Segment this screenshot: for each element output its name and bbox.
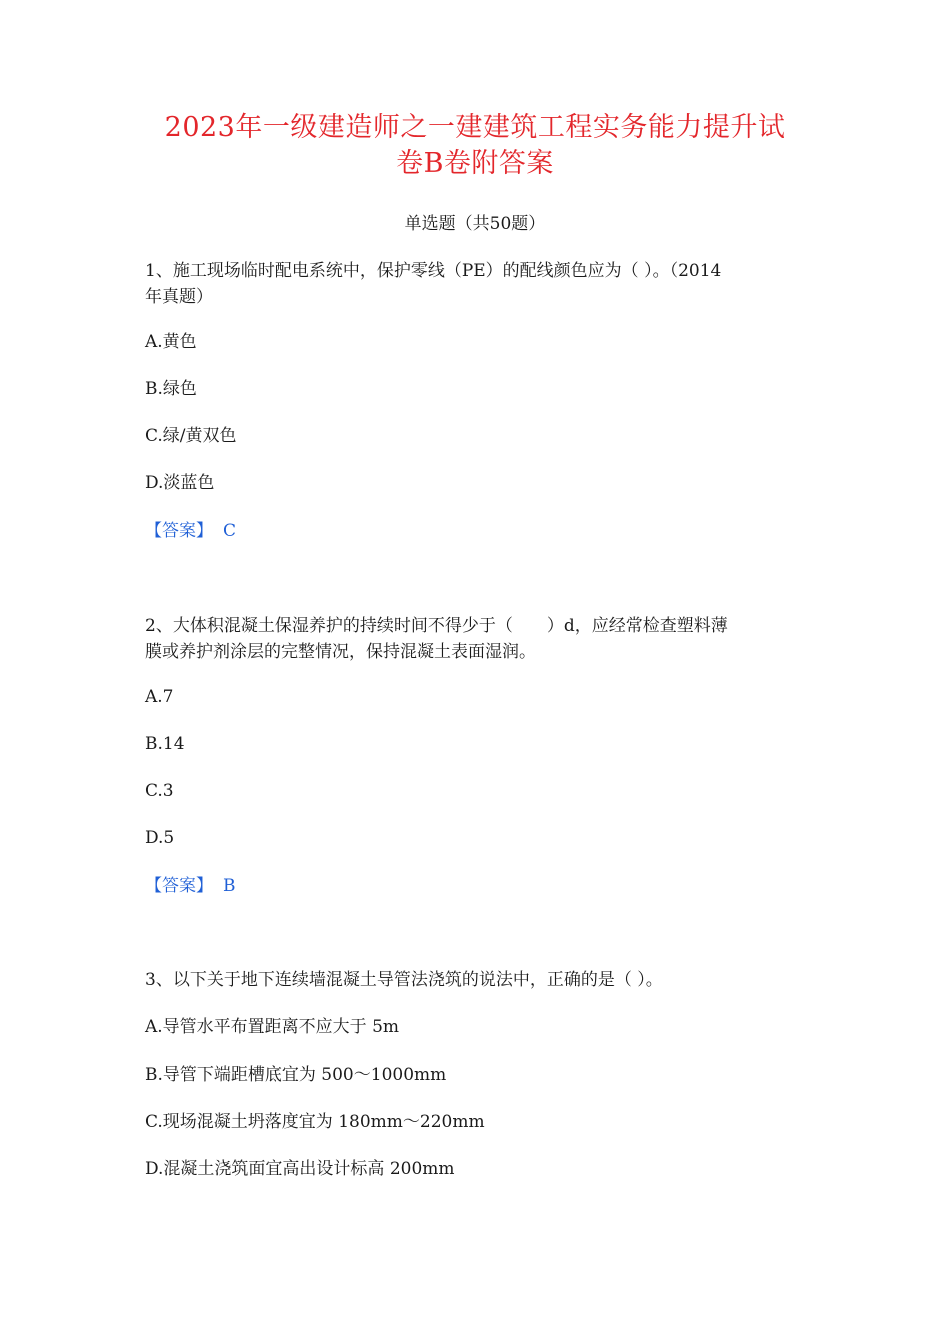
question-3-stem-line-1: 3、以下关于地下连续墙混凝土导管法浇筑的说法中，正确的是（ ）。 — [145, 970, 663, 990]
question-2-option-d: D.5 — [145, 828, 175, 848]
question-1-option-c: C.绿/黄双色 — [145, 426, 237, 446]
question-3-option-d: D.混凝土浇筑面宜高出设计标高 200mm — [145, 1159, 455, 1179]
question-3-option-a: A.导管水平布置距离不应大于 5m — [145, 1017, 400, 1037]
question-2-answer-row — [145, 873, 805, 899]
question-1-stem-line-1: 1、施工现场临时配电系统中，保护零线（PE）的配线颜色应为（ ）。（2014 — [145, 261, 722, 281]
question-2-option-c: C.3 — [145, 781, 174, 801]
answer-label: 【答案】 — [145, 876, 213, 896]
question-1-answer-row — [145, 518, 805, 544]
document-title-line-2: 卷B卷附答案 — [396, 148, 554, 179]
question-1-option-b: B.绿色 — [145, 379, 197, 399]
question-1-option-d: D.淡蓝色 — [145, 473, 215, 493]
document-title-line-1: 2023年一级建造师之一建建筑工程实务能力提升试 — [164, 112, 786, 143]
question-1-option-a: A.黄色 — [145, 332, 197, 352]
question-3-option-c: C.现场混凝土坍落度宜为 180mm～220mm — [145, 1112, 485, 1132]
question-2-option-b: B.14 — [145, 734, 185, 754]
question-3-option-b: B.导管下端距槽底宜为 500～1000mm — [145, 1065, 447, 1085]
question-2-answer: B — [223, 876, 236, 896]
section-heading: 单选题（共50题） — [404, 214, 546, 234]
answer-label: 【答案】 — [145, 521, 213, 541]
question-2-stem-line-1: 2、大体积混凝土保湿养护的持续时间不得少于（ ）d，应经常检查塑料薄 — [145, 616, 728, 636]
question-1-answer: C — [223, 521, 237, 541]
question-2-option-a: A.7 — [145, 687, 174, 707]
question-2-stem-line-2: 膜或养护剂涂层的完整情况，保持混凝土表面湿润。 — [145, 642, 536, 662]
question-1-stem-line-2: 年真题） — [145, 287, 213, 307]
